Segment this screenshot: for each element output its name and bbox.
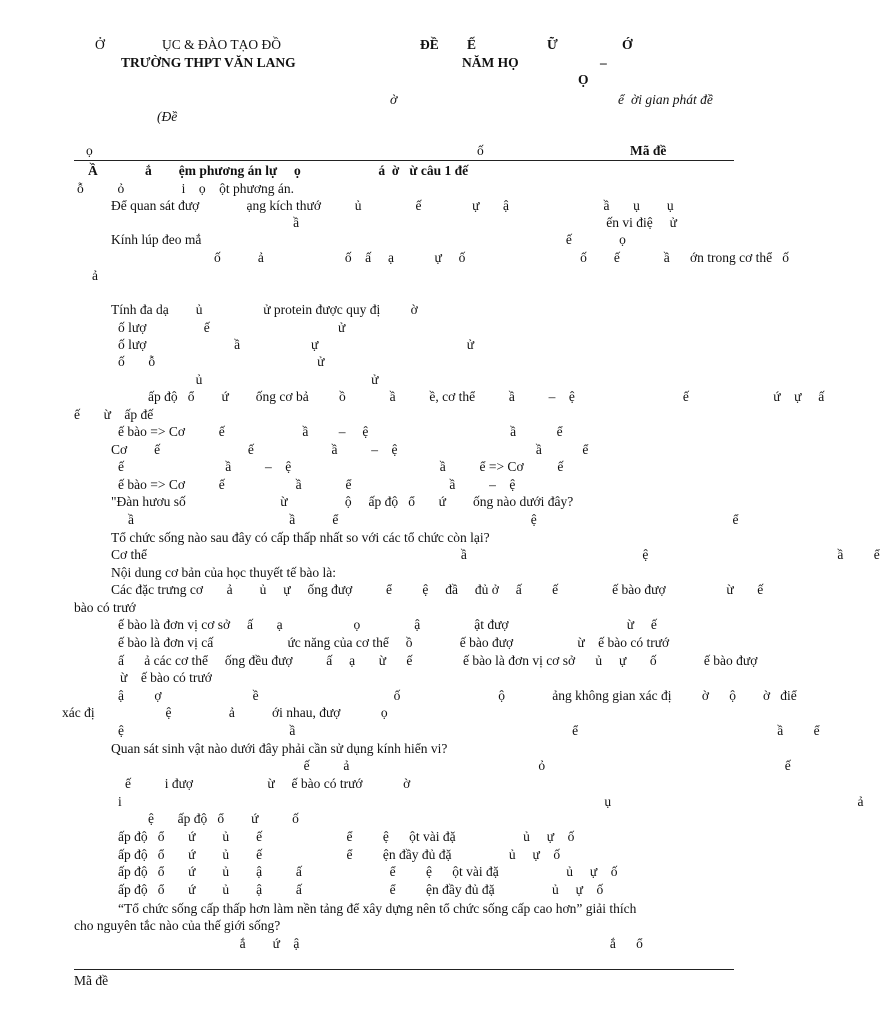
exam-title-part-3: Ữ bbox=[547, 37, 558, 52]
option-line: ế ả ỏ ế bbox=[118, 758, 791, 773]
option-line: Cơ thể ầ ệ ầ ể bbox=[111, 547, 880, 562]
option-line: ầ ầ ể ệ ể bbox=[128, 512, 739, 527]
option-line: ế ầ – ệ ầ ể => Cơ ế bbox=[118, 459, 564, 474]
question-line: ấp độ ổ ứ ống cơ bả ồ ầ ề, cơ thể ầ – ệ ế ứ ự ấ bbox=[148, 389, 825, 404]
option-line: bào có trướ bbox=[74, 600, 136, 615]
school-year: NĂM HỌ bbox=[462, 55, 519, 70]
exam-title-part-1: ĐỀ bbox=[420, 37, 439, 52]
option-line: ừ ế bào có trướ bbox=[120, 670, 212, 685]
question-line: ế ừ ấp đế bbox=[74, 407, 154, 422]
option-line: ố ỗ ử bbox=[118, 354, 325, 369]
option-line: ế bào là đơn vị cấ ức năng của cơ thể ồ ế bào đượ ừ ế bào có trướ bbox=[118, 635, 670, 650]
exam-title-part-4: Ớ bbox=[622, 37, 633, 52]
option-line: ế bào là đơn vị cơ sở ấ ạ ọ ậ ật đượ ừ ế bbox=[118, 617, 657, 632]
department-name: ỤC & ĐÀO TẠO ĐỒ bbox=[162, 37, 282, 52]
footer-exam-code-label: Mã đề bbox=[74, 973, 109, 988]
school-year-dash: – bbox=[600, 55, 607, 70]
question-line: "Đàn hươu số ừ ộ ấp độ ổ ứ ống nào dưới đây? bbox=[111, 494, 574, 509]
question-line: xác đị ệ ả ới nhau, đượ ọ bbox=[62, 705, 388, 720]
student-name-mark: ọ bbox=[86, 143, 93, 158]
header-divider bbox=[74, 160, 734, 161]
time-note: ời gian phát đề bbox=[631, 92, 713, 107]
question-line: ậ ợ ề ố ộ ảng không gian xác đị ờ ộ ờ điể bbox=[118, 688, 797, 703]
option-line: ắ ứ ậ ắ ổ bbox=[162, 936, 643, 951]
question-line: ệ ấp độ ổ ứ ố bbox=[148, 811, 299, 826]
question-line: Nội dung cơ bản của học thuyết tế bào là: bbox=[111, 565, 336, 580]
exam-title-part-2: Ế bbox=[467, 37, 477, 52]
option-line: ầ ến vi điệ ử bbox=[175, 215, 677, 230]
option-line: ố lượ ế ử bbox=[118, 320, 346, 335]
time-mark-1: ờ bbox=[390, 92, 398, 107]
option-line: ệ ầ ể ầ ể bbox=[118, 723, 820, 738]
option-line: ấp độ ổ ứ ủ ậ ấ ể ệ ột vài đặ ủ ự ố bbox=[118, 864, 618, 879]
question-line: Tính đa dạ ủ ử protein được quy đị ờ bbox=[111, 302, 418, 317]
option-line: ế i đượ ừ ế bào có trướ ờ bbox=[125, 776, 411, 791]
exam-code-label: Mã đề bbox=[630, 143, 667, 158]
option-line: ấp độ ổ ứ ủ ế ể ện đầy đủ đặ ủ ự ố bbox=[118, 847, 561, 862]
option-line: Cơ ế ế ầ – ệ ầ ể bbox=[111, 442, 589, 457]
option-line: ố ả ố ấ ạ ự ố ố ế ầ ớn trong cơ thể ố bbox=[160, 250, 790, 265]
option-line: ế bào => Cơ ế ầ ể ầ – ệ bbox=[118, 477, 516, 492]
option-line: Các đặc trưng cơ ả ủ ự ống đượ ể ệ đầ đủ ở ấ ế ế bào đượ ừ ế bbox=[111, 582, 764, 597]
question-line: cho nguyên tắc nào của thế giới sống? bbox=[74, 918, 281, 933]
footer-divider bbox=[74, 969, 734, 970]
question-line: Tổ chức sống nào sau đây có cấp thấp nhất so với các tổ chức còn lại? bbox=[111, 530, 490, 545]
question-line: Kính lúp đeo mắ ế ọ bbox=[111, 232, 626, 247]
question-line: Để quan sát đượ ạng kích thướ ủ ế ự ậ ầ ụ ụ bbox=[111, 198, 674, 213]
dept-left-mark: Ở bbox=[95, 37, 105, 52]
option-line: ấp độ ổ ứ ủ ế ể ệ ột vài đặ ủ ự ố bbox=[118, 829, 575, 844]
option-line: ế bào => Cơ ế ầ – ệ ầ ể bbox=[118, 424, 563, 439]
option-line: ấp độ ổ ứ ủ ậ ấ ể ện đầy đủ đặ ủ ự ố bbox=[118, 882, 604, 897]
page-count-note: (Đề bbox=[157, 109, 178, 124]
option-line: ủ ử bbox=[118, 372, 379, 387]
student-number-mark: ố bbox=[477, 143, 484, 158]
section-heading: Ầ ắ ệm phương án lự ọ á ờ ừ câu 1 đế bbox=[88, 163, 469, 178]
school-name: TRƯỜNG THPT VĂN LANG bbox=[121, 55, 296, 70]
time-mark-2: ể bbox=[618, 92, 624, 107]
option-line: ấ ả các cơ thể ống đều đượ ấ ạ ừ ế ế bào là đơn vị cơ sở ủ ự ố ế bào đượ bbox=[118, 653, 758, 668]
option-line: ố lượ ầ ự ử bbox=[118, 337, 475, 352]
question-line: Quan sát sinh vật nào dưới đây phải cần sử dụng kính hiển vi? bbox=[111, 741, 448, 756]
question-line: “Tổ chức sống cấp thấp hơn làm nền tảng để xây dựng nên tổ chức sống cấp cao hơn” giải thích bbox=[118, 901, 637, 916]
option-line: i ụ ả bbox=[118, 794, 864, 809]
subject-mark: Ọ bbox=[578, 72, 589, 87]
option-line: ả bbox=[92, 268, 98, 283]
instruction-line: ỗ ỏ i ọ ột phương án. bbox=[77, 181, 294, 196]
